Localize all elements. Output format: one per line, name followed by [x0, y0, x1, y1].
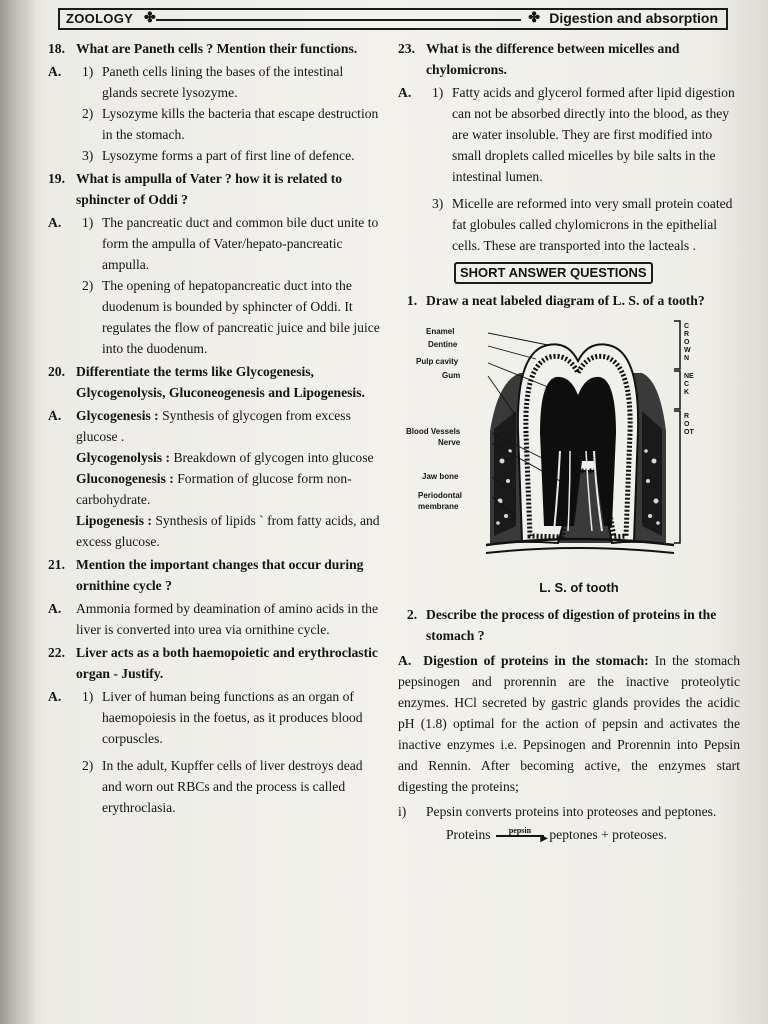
point-number: 1) — [82, 64, 94, 79]
answer-19 — [48, 212, 380, 359]
question-text: Describe the process of digestion of proteins in the stomach ? — [426, 607, 717, 643]
question-text: What is ampulla of Vater ? how it is related to sphincter of Oddi ? — [76, 171, 343, 207]
equation-products: peptones + proteoses. — [549, 827, 667, 842]
reaction-equation — [446, 824, 740, 847]
answer-23 — [398, 82, 740, 256]
answer-label: A. — [48, 689, 62, 704]
page-header — [58, 8, 728, 30]
label-pulp-cavity: Pulp cavity — [416, 357, 459, 366]
question-text: What is the difference between micelles and chylomicrons. — [426, 41, 680, 77]
label-periodontal: Periodontal — [418, 491, 463, 500]
point-text: Lysozyme kills the bacteria that escape destruction in the stomach. — [102, 106, 379, 142]
answer-body: In the stomach pepsinogen and prorennin are the inactive proteolytic enzymes. HCl secreted by gastric glands provides the acidic pH (1.8) optimal for the action of pepsin and activates the inactive enzymes i.e. Pepsinogen and Prorennin into Pepsin and Rennin. After becoming active, the enzymes start digesting the proteins; — [398, 653, 741, 794]
label-jaw-bone: Jaw bone — [422, 472, 459, 481]
question-number: 23. — [398, 41, 415, 56]
ornament-icon: ✤ — [528, 11, 540, 26]
question-number: 18. — [48, 41, 65, 56]
question-23 — [398, 38, 740, 80]
point-text: Lysozyme forms a part of first line of defence. — [102, 148, 355, 163]
definition-term: Glycogenesis : — [76, 408, 159, 423]
chapter-title: Digestion and absorption — [549, 10, 718, 26]
answer-label: A. — [48, 64, 62, 79]
section-heading: SHORT ANSWER QUESTIONS — [454, 262, 653, 284]
point-number: 1) — [82, 689, 94, 704]
point-text: Pepsin converts proteins into proteoses and peptones. — [426, 804, 717, 819]
definition-text: Synthesis of lipids ` from fatty acids, and excess glucose. — [76, 513, 380, 549]
question-number: 20. — [48, 364, 65, 379]
point-number: 3) — [82, 148, 94, 163]
definition-term: Lipogenesis : — [76, 513, 152, 528]
point-text: Liver of human being functions as an organ of haemopoiesis in the foetus, as it produces blood corpuscles. — [102, 689, 363, 746]
question-21 — [48, 554, 380, 596]
definition-item — [76, 447, 380, 468]
subject-title: ZOOLOGY — [66, 11, 134, 26]
question-number: 22. — [48, 645, 65, 660]
question-text: Draw a neat labeled diagram of L. S. of a tooth? — [426, 293, 705, 308]
answer-22 — [48, 686, 380, 818]
question-number: 21. — [48, 557, 65, 572]
label-neck: NECK — [684, 373, 694, 396]
definition-item — [76, 510, 380, 552]
figure-caption: L. S. of tooth — [539, 580, 619, 595]
point-text: The pancreatic duct and common bile duct unite to form the ampulla of Vater/hepato-pancreatic ampulla. — [102, 215, 379, 272]
equation-reactant: Proteins — [446, 827, 491, 842]
definition-term: Glycogenolysis : — [76, 450, 171, 465]
definition-text: Breakdown of glycogen into glucose — [173, 450, 374, 465]
book-binding-shadow — [0, 0, 36, 1024]
point-number: 2) — [82, 106, 94, 121]
label-dentine: Dentine — [428, 340, 458, 349]
label-nerve: Nerve — [438, 438, 461, 447]
question-19 — [48, 168, 380, 210]
question-number: 2. — [406, 607, 418, 622]
point-number: 3) — [432, 196, 444, 211]
definition-text: Formation of glucose form non-carbohydrate. — [76, 471, 352, 507]
definition-term: Gluconogenesis : — [76, 471, 174, 486]
question-text: Liver acts as a both haemopoietic and erythroclastic organ - Justify. — [76, 645, 378, 681]
question-20 — [48, 361, 380, 403]
answer-text: Ammonia formed by deamination of amino acids in the liver is converted into urea via ornithine cycle. — [76, 601, 379, 637]
tooth-diagram — [398, 311, 728, 581]
point-text: Paneth cells lining the bases of the intestinal glands secrete lysozyme. — [102, 64, 344, 100]
answer-point-i — [398, 801, 740, 822]
label-crown: CROWN — [684, 323, 691, 362]
answer-heading: Digestion of proteins in the stomach: — [423, 653, 649, 668]
label-enamel: Enamel — [426, 327, 455, 336]
question-22 — [48, 642, 380, 684]
answer-label: A. — [48, 601, 62, 616]
header-rule — [156, 19, 521, 21]
ornament-icon: ✤ — [144, 11, 156, 26]
arrow-label: pepsin — [508, 826, 532, 835]
short-question-1 — [398, 290, 740, 311]
label-membrane: membrane — [418, 502, 459, 511]
arrow-head-icon: ▶ — [540, 833, 548, 844]
point-text: Micelle are reformed into very small protein coated fat globules called chylomicrons in the epithelial cells. These are transported into the lacteals . — [452, 196, 733, 253]
point-number: 1) — [82, 215, 94, 230]
question-number: 19. — [48, 171, 65, 186]
point-text: The opening of hepatopancreatic duct into the duodenum is bounded by sphincter of Oddi. It regulates the flow of pancreatic juice and bile juice into the duodenum. — [102, 278, 380, 356]
question-text: Mention the important changes that occur during ornithine cycle ? — [76, 557, 364, 593]
point-text: In the adult, Kupffer cells of liver destroys dead and worn out RBCs and the process is called erythroclasia. — [102, 758, 363, 815]
definition-text: Synthesis of glycogen from excess glucose . — [76, 408, 351, 444]
answer-20 — [48, 405, 380, 552]
definition-item — [76, 405, 380, 447]
short-question-2 — [398, 604, 740, 646]
arrow-line — [496, 835, 544, 837]
question-text: Differentiate the terms like Glycogenesis, Glycogenolysis, Gluconeogenesis and Lipogenesis. — [76, 364, 365, 400]
question-18 — [48, 38, 380, 59]
question-text: What are Paneth cells ? Mention their functions. — [76, 41, 358, 56]
answer-label: A. — [48, 408, 62, 423]
right-column — [398, 36, 740, 847]
point-text: Fatty acids and glycerol formed after lipid digestion can not be absorbed directly into the blood, as they are water insoluble. They are first modified into small droplets called micelles by bile salts in the intestinal lumen. — [452, 85, 735, 184]
question-number: 1. — [406, 293, 418, 308]
answer-label: A. — [398, 85, 412, 100]
answer-21 — [48, 598, 380, 640]
point-number: 2) — [82, 278, 94, 293]
point-number: 1) — [432, 85, 444, 100]
answer-sq2 — [398, 650, 740, 797]
answer-label: A. — [48, 215, 62, 230]
answer-label: A. — [398, 653, 412, 668]
label-gum: Gum — [442, 371, 461, 380]
label-blood-vessels: Blood Vessels — [406, 427, 461, 436]
answer-18 — [48, 61, 380, 166]
left-column — [48, 36, 380, 818]
definition-item — [76, 468, 380, 510]
point-number: 2) — [82, 758, 94, 773]
point-number: i) — [398, 804, 407, 819]
label-root: ROOT — [684, 413, 694, 436]
